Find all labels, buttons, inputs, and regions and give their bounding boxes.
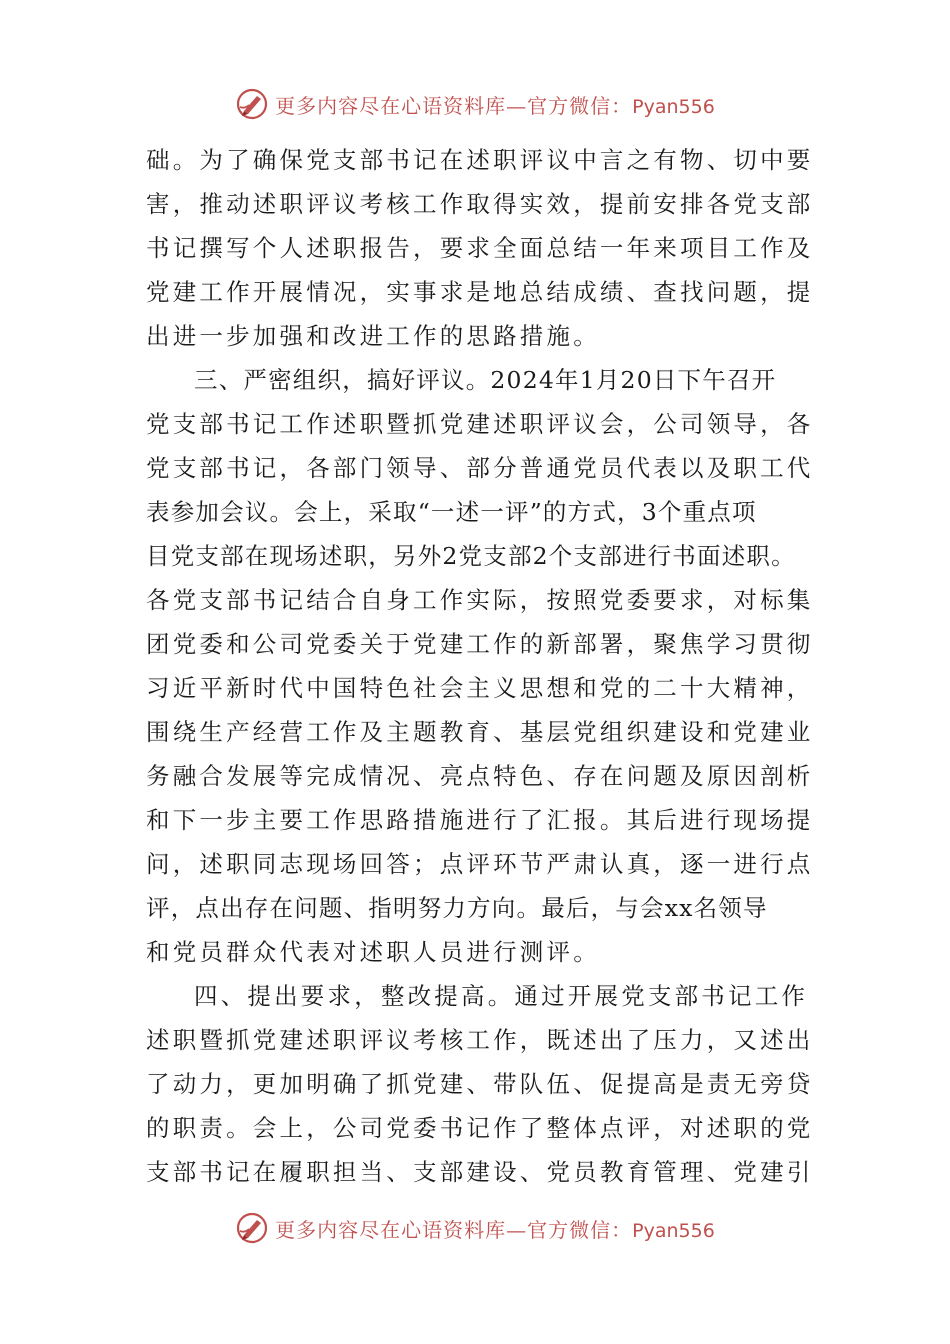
text-line: 表参加会议。会上，采取“一述一评”的方式，3个重点项 bbox=[146, 498, 757, 526]
header-watermark-banner bbox=[0, 84, 950, 124]
footer-watermark-banner bbox=[0, 1208, 950, 1248]
text-line: 习近平新时代中国特色社会主义思想和党的二十大精神， bbox=[146, 674, 814, 702]
text-line: 务融合发展等完成情况、亮点特色、存在问题及原因剖析 bbox=[146, 762, 814, 790]
paragraph-start-line: 四、提出要求，整改提高。通过开展党支部书记工作 bbox=[194, 982, 809, 1010]
text-line: 问，述职同志现场回答；点评环节严肃认真，逐一进行点 bbox=[146, 850, 814, 878]
text-line: 了动力，更加明确了抓党建、带队伍、促提高是责无旁贷 bbox=[146, 1070, 814, 1098]
text-line: 书记撰写个人述职报告，要求全面总结一年来项目工作及 bbox=[146, 234, 814, 262]
text-line: 党支部书记，各部门领导、部分普通党员代表以及职工代 bbox=[146, 454, 814, 482]
text-line: 和下一步主要工作思路措施进行了汇报。其后进行现场提 bbox=[146, 806, 814, 834]
text-line: 各党支部书记结合自身工作实际，按照党委要求，对标集 bbox=[146, 586, 814, 614]
header-watermark-text: 更多内容尽在心语资料库—官方微信：Pyan556 bbox=[275, 93, 715, 118]
pen-circle-logo-icon bbox=[235, 87, 269, 121]
footer-watermark-text: 更多内容尽在心语资料库—官方微信：Pyan556 bbox=[275, 1217, 715, 1242]
text-line: 目党支部在现场述职，另外2党支部2个支部进行书面述职。 bbox=[146, 542, 796, 570]
text-line: 述职暨抓党建述职评议考核工作，既述出了压力，又述出 bbox=[146, 1026, 814, 1054]
text-line: 础。为了确保党支部书记在述职评议中言之有物、切中要 bbox=[146, 146, 814, 174]
text-line: 围绕生产经营工作及主题教育、基层党组织建设和党建业 bbox=[146, 718, 814, 746]
text-line: 评，点出存在问题、指明努力方向。最后，与会xx名领导 bbox=[146, 894, 768, 922]
text-line: 党支部书记工作述职暨抓党建述职评议会，公司领导，各 bbox=[146, 410, 814, 438]
text-line: 出进一步加强和改进工作的思路措施。 bbox=[146, 322, 600, 350]
text-line: 团党委和公司党委关于党建工作的新部署，聚焦学习贯彻 bbox=[146, 630, 814, 658]
paragraph-start-line: 三、严密组织，搞好评议。2024年1月20日下午召开 bbox=[194, 366, 777, 394]
text-line: 的职责。会上，公司党委书记作了整体点评，对述职的党 bbox=[146, 1114, 814, 1142]
text-line: 党建工作开展情况，实事求是地总结成绩、查找问题，提 bbox=[146, 278, 814, 306]
text-line: 和党员群众代表对述职人员进行测评。 bbox=[146, 938, 600, 966]
pen-circle-logo-icon bbox=[235, 1211, 269, 1245]
document-body bbox=[146, 138, 814, 1194]
text-line: 支部书记在履职担当、支部建设、党员教育管理、党建引 bbox=[146, 1158, 814, 1186]
text-line: 害，推动述职评议考核工作取得实效，提前安排各党支部 bbox=[146, 190, 814, 218]
